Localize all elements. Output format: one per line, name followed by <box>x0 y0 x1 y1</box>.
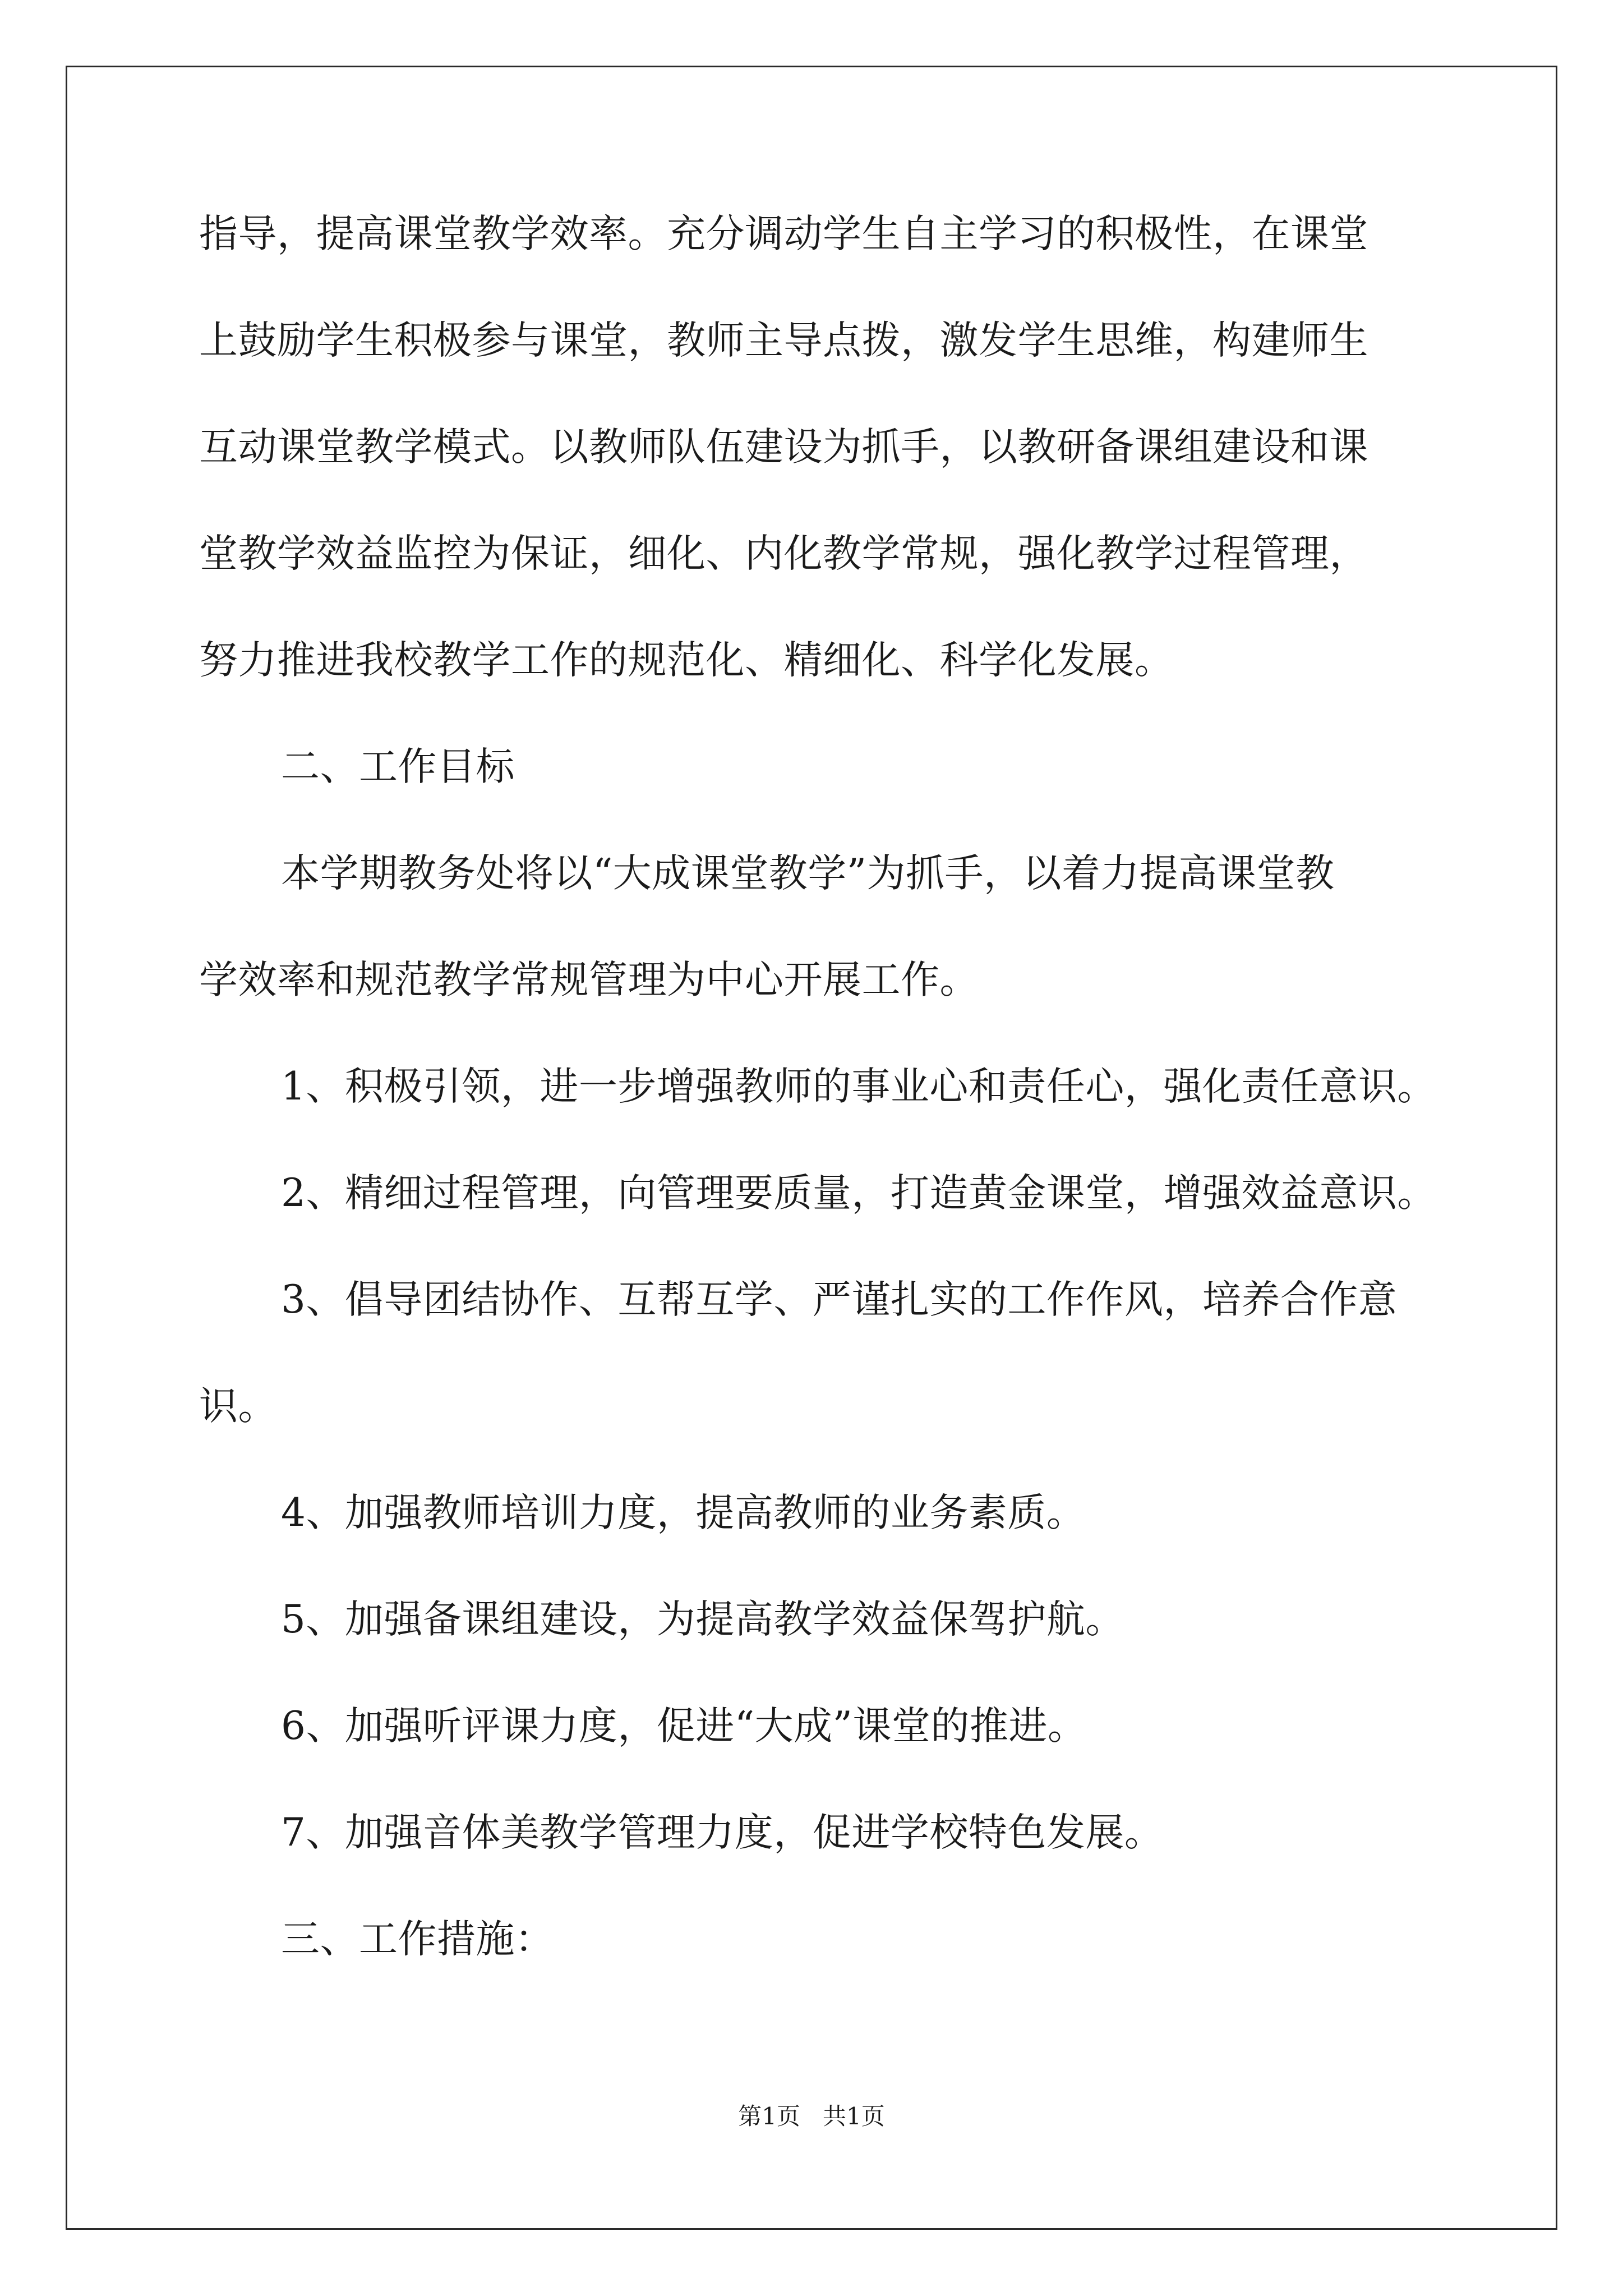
page-number-footer: 第1页 共1页 <box>738 2102 885 2130</box>
list-item: 6、加强听评课力度，促进“大成”课堂的推进。 <box>281 1704 1087 1749</box>
paragraph-line: 上鼓励学生积极参与课堂，教师主导点拨，激发学生思维，构建师生 <box>199 318 1368 363</box>
list-item: 1、积极引领，进一步增强教师的事业心和责任心，强化责任意识。 <box>281 1064 1436 1109</box>
list-item: 2、精细过程管理，向管理要质量，打造黄金课堂，增强效益意识。 <box>281 1171 1436 1216</box>
list-item-continuation: 识。 <box>199 1384 277 1429</box>
list-item: 5、加强备课组建设，为提高教学效益保驾护航。 <box>281 1597 1124 1642</box>
paragraph-line: 本学期教务处将以“大成课堂教学”为抓手，以着力提高课堂教 <box>281 851 1335 896</box>
section-heading: 二、工作目标 <box>281 744 515 789</box>
list-item: 4、加强教师培训力度，提高教师的业务素质。 <box>281 1490 1086 1535</box>
paragraph-line: 学效率和规范教学常规管理为中心开展工作。 <box>199 958 979 1002</box>
paragraph-line: 互动课堂教学模式。以教师队伍建设为抓手，以教研备课组建设和课 <box>199 425 1368 470</box>
section-heading: 三、工作措施： <box>281 1917 554 1962</box>
page-border <box>66 66 1557 2230</box>
paragraph-line: 指导，提高课堂教学效率。充分调动学生自主学习的积极性，在课堂 <box>199 211 1368 256</box>
paragraph-line: 努力推进我校教学工作的规范化、精细化、科学化发展。 <box>199 638 1174 683</box>
list-item: 7、加强音体美教学管理力度，促进学校特色发展。 <box>281 1810 1164 1855</box>
paragraph-line: 堂教学效益监控为保证，细化、内化教学常规，强化教学过程管理， <box>199 531 1368 576</box>
list-item: 3、倡导团结协作、互帮互学、严谨扎实的工作作风，培养合作意 <box>281 1277 1398 1322</box>
